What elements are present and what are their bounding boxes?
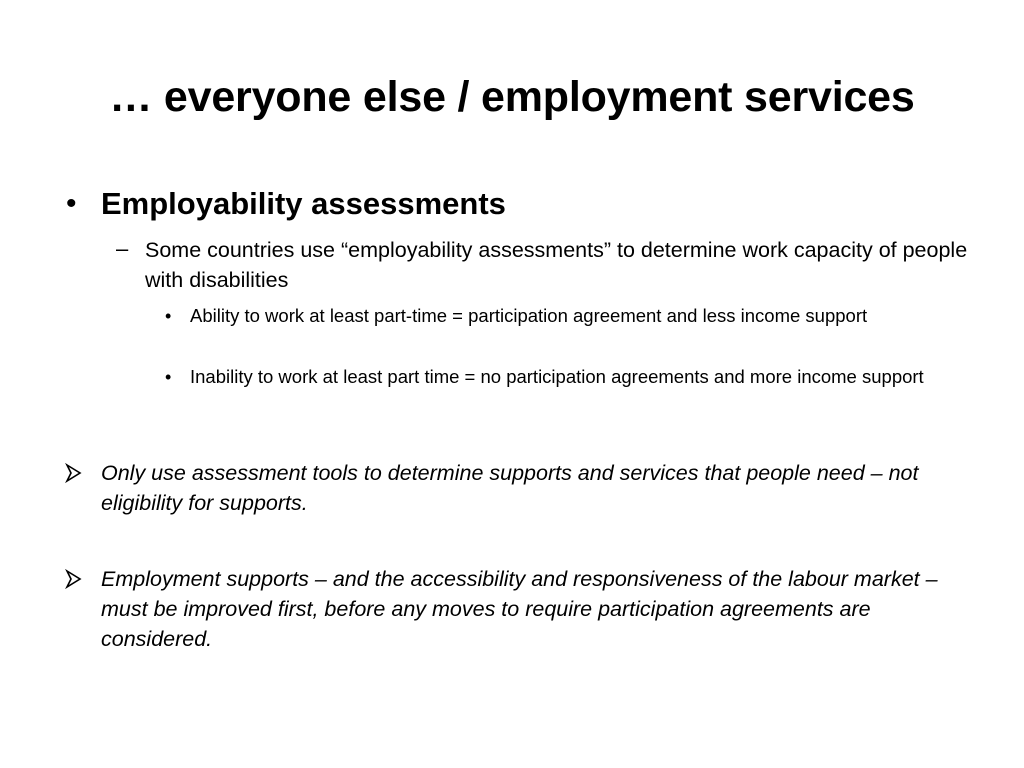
bullet-marker: •: [165, 306, 172, 326]
bullet-marker: •: [165, 367, 172, 387]
sub-bullet-text: Some countries use “employability assessments” to determine work capacity of people with disabilities: [145, 238, 968, 292]
subsub-bullet-text: Ability to work at least part-time = participation agreement and less income support: [190, 305, 868, 326]
arrow-bullet-text: Employment supports – and the accessibility and responsiveness of the labour market – must be improved first, before any moves to require participation agreements are considered.: [101, 567, 938, 651]
subsub-bullet-text: Inability to work at least part time = no participation agreements and more income support: [190, 366, 924, 387]
arrow-bullet-text: Only use assessment tools to determine supports and services that people need – not eligibility for supports.: [101, 461, 919, 515]
arrow-bullet-icon: [64, 569, 88, 593]
slide-title: … everyone else / employment services: [109, 73, 915, 121]
arrow-bullet-icon: [64, 463, 88, 487]
bullet-heading-text: Employability assessments: [101, 186, 506, 221]
bullet-marker: •: [66, 187, 77, 220]
dash-marker: –: [116, 236, 129, 261]
